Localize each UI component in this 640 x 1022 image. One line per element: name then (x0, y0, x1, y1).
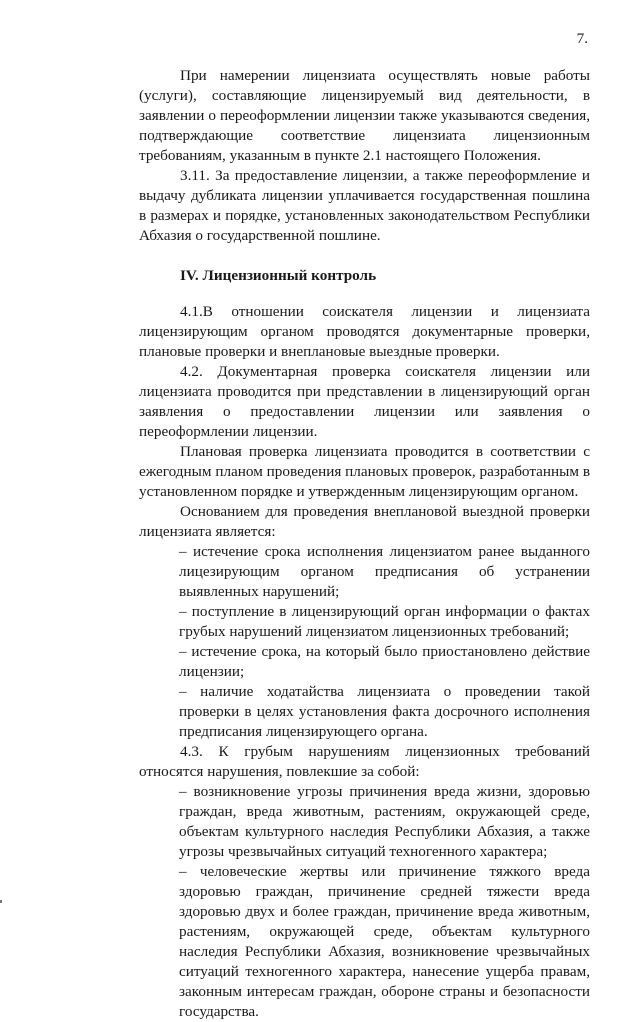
paragraph-4-3: 4.3. К грубым нарушениям лицензионных требований относятся нарушения, повлекшие за собой: (139, 743, 590, 780)
scan-artifact (0, 900, 2, 903)
list-item: – наличие ходатайства лицензиата о проведении такой проверки в целях установления факта досрочного исполнения предписания лицензирующего органа. (179, 683, 590, 740)
grounds-list (139, 542, 590, 742)
paragraph-planned-inspection: Плановая проверка лицензиата проводится в соответствии с ежегодным планом проведения плановых проверок, разработанным в установленном порядке и утвержденным лицензирующим органом. (139, 443, 590, 500)
list-item: – истечение срока, на который было приостановлено действие лицензии; (179, 643, 590, 680)
section-heading: IV. Лицензионный контроль (180, 267, 377, 284)
paragraph-new-works: При намерении лицензиата осуществлять новые работы (услуги), составляющие лицензируемый вид деятельности, в заявлении о переоформлении лицензии также указываются сведения, подтверждающие соответствие лицензиата лицензионным требованиям, указанным в пункте 2.1 настоящего Положения. (139, 67, 590, 164)
violations-list (139, 782, 590, 1022)
page-number: 7. (576, 30, 588, 47)
paragraph-unplanned-grounds: Основанием для проведения внеплановой выездной проверки лицензиата является: (139, 503, 590, 540)
paragraph-4-2: 4.2. Документарная проверка соискателя лицензии или лицензиата проводится при представлении в лицензирующий орган заявления о предоставлении лицензии или заявления о переоформлении лицензии. (139, 363, 590, 440)
document-body (139, 66, 590, 1022)
paragraph-3-11: 3.11. За предоставление лицензии, а также переоформление и выдачу дубликата лицензии уплачивается государственная пошлина в размерах и порядке, установленных законодательством Республики Абхазия о государственной пошлине. (139, 167, 590, 244)
paragraph-4-1: 4.1.В отношении соискателя лицензии и лицензиата лицензирующим органом проводятся документарные проверки, плановые проверки и внеплановые выездные проверки. (139, 303, 590, 360)
list-item: – поступление в лицензирующий орган информации о фактах грубых нарушений лицензиатом лицензионных требований; (179, 603, 590, 640)
list-item: – возникновение угрозы причинения вреда жизни, здоровью граждан, вреда животным, растениям, окружающей среде, объектам культурного наследия Республики Абхазия, а также угрозы чрезвычайных ситуаций техногенного характера; (179, 783, 590, 860)
list-item: – человеческие жертвы или причинение тяжкого вреда здоровью граждан, причинение средней тяжести вреда здоровью двух и более граждан, причинение вреда животным, растениям, окружающей среде, объектам культурного наследия Республики Абхазия, возникновение чрезвычайных ситуаций техногенного характера, нанесение ущерба правам, законным интересам граждан, обороне страны и безопасности государства. (179, 863, 590, 1020)
list-item: – истечение срока исполнения лицензиатом ранее выданного лицезирующим органом предписания об устранении выявленных нарушений; (179, 543, 590, 600)
